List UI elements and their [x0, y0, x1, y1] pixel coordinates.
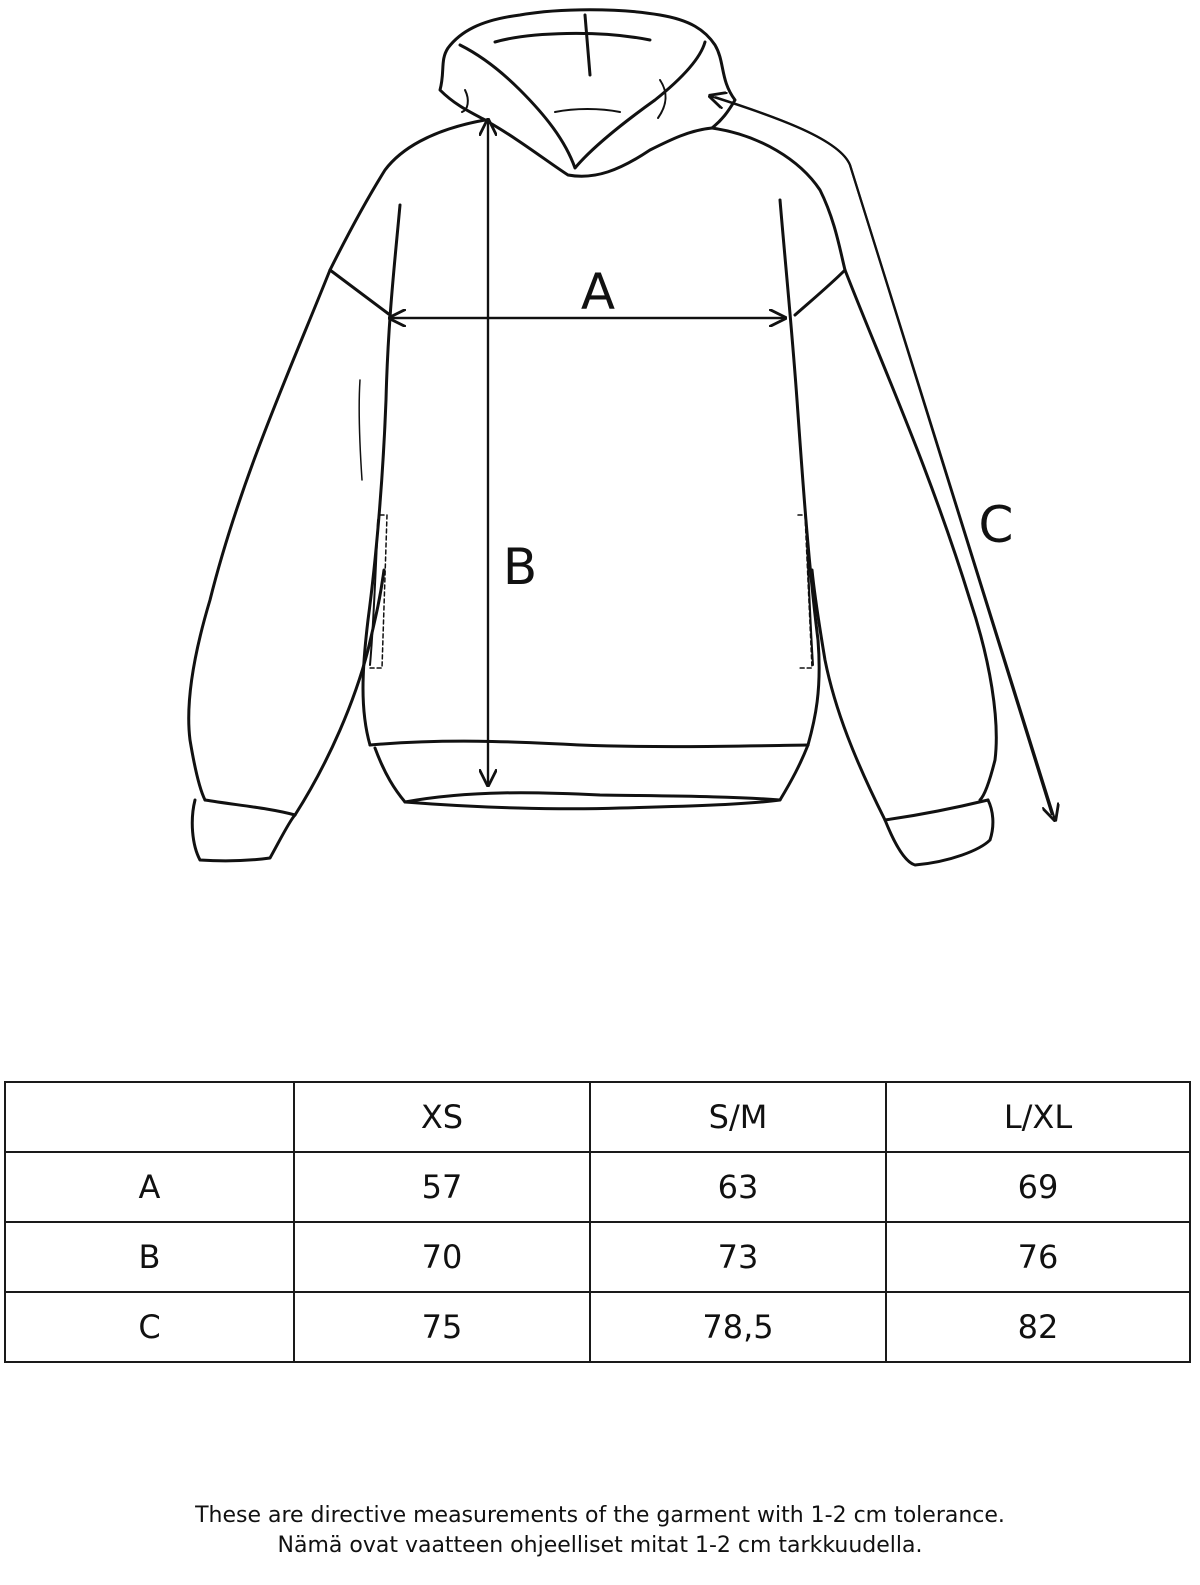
table-cell: 69 [886, 1152, 1190, 1222]
label-a: A [580, 263, 616, 321]
table-cell: 78,5 [590, 1292, 886, 1362]
label-b: B [502, 538, 538, 596]
header-cell-xs: XS [294, 1082, 590, 1152]
table-row [5, 1222, 1190, 1292]
footnote [0, 1501, 1200, 1561]
header-cell-sm: S/M [590, 1082, 886, 1152]
header-cell-lxl: L/XL [886, 1082, 1190, 1152]
hoodie-outline [189, 10, 997, 865]
row-label: A [5, 1152, 294, 1222]
table-cell: 82 [886, 1292, 1190, 1362]
table-row [5, 1292, 1190, 1362]
table-cell: 63 [590, 1152, 886, 1222]
measure-c-line [710, 96, 1055, 820]
table-cell: 57 [294, 1152, 590, 1222]
table-header-row [5, 1082, 1190, 1152]
header-cell-empty [5, 1082, 294, 1152]
label-c: C [978, 496, 1014, 554]
size-table [4, 1081, 1191, 1363]
table-cell: 70 [294, 1222, 590, 1292]
footnote-english: These are directive measurements of the garment with 1-2 cm tolerance. [195, 1503, 1005, 1528]
table-cell: 76 [886, 1222, 1190, 1292]
table-cell: 73 [590, 1222, 886, 1292]
row-label: C [5, 1292, 294, 1362]
table-cell: 75 [294, 1292, 590, 1362]
table-row [5, 1152, 1190, 1222]
row-label: B [5, 1222, 294, 1292]
footnote-finnish: Nämä ovat vaatteen ohjeelliset mitat 1-2 cm tarkkuudella. [277, 1533, 923, 1558]
